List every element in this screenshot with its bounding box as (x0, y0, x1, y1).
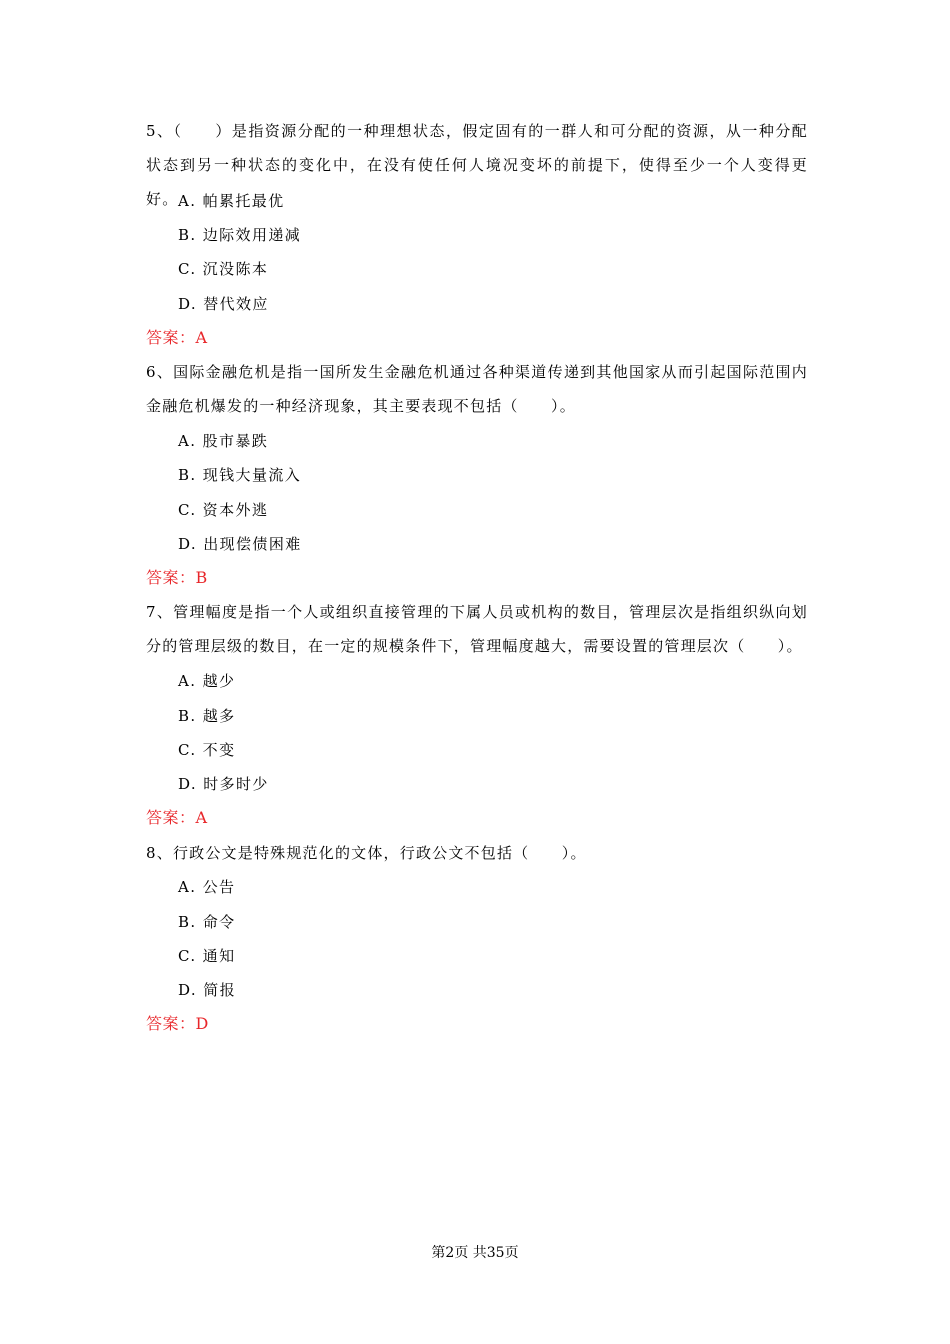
question-6-option-c: C. 资本外逃 (178, 501, 269, 519)
question-8-answer: 答案：D (146, 1014, 209, 1033)
question-5-option-a: A. 帕累托最优 (178, 192, 285, 210)
question-7-option-a: A. 越少 (178, 672, 236, 690)
question-6-option-d: D. 出现偿债困难 (178, 535, 302, 553)
question-8-option-b: B. 命令 (178, 913, 236, 931)
question-8-text: 8、行政公文是特殊规范化的文体，行政公文不包括（ ）。 (146, 844, 587, 862)
question-7-option-b: B. 越多 (178, 707, 236, 725)
question-5-answer: 答案：A (146, 328, 208, 347)
question-7-option-c: C. 不变 (178, 741, 236, 759)
question-7-answer: 答案：A (146, 808, 208, 827)
question-5-option-d: D. 替代效应 (178, 295, 269, 313)
question-6-option-a: A. 股市暴跌 (178, 432, 269, 450)
question-6-answer: 答案：B (146, 568, 208, 587)
page-number-footer: 第2页 共35页 (431, 1245, 519, 1261)
question-8-option-d: D. 简报 (178, 981, 237, 999)
question-8-option-c: C. 通知 (178, 947, 236, 965)
question-7-option-d: D. 时多时少 (178, 775, 269, 793)
question-5-text: 5、（ ）是指资源分配的一种理想状态，假定固有的一群人和可分配的资源，从一种分配状态到另一种状态的变化中，在没有使任何人境况变坏的前提下，使得至少一个人变得更好。 (146, 122, 808, 208)
question-6-text: 6、国际金融危机是指一国所发生金融危机通过各种渠道传递到其他国家从而引起国际范围内金融危机爆发的一种经济现象，其主要表现不包括（ ）。 (146, 363, 808, 415)
question-5-option-c: C. 沉没陈本 (178, 260, 269, 278)
question-6-option-b: B. 现钱大量流入 (178, 466, 302, 484)
question-8-option-a: A. 公告 (178, 878, 236, 896)
question-7-text: 7、管理幅度是指一个人或组织直接管理的下属人员或机构的数目，管理层次是指组织纵向划分的管理层级的数目，在一定的规模条件下，管理幅度越大，需要设置的管理层次（ ）。 (146, 603, 808, 655)
question-5-option-b: B. 边际效用递减 (178, 226, 302, 244)
